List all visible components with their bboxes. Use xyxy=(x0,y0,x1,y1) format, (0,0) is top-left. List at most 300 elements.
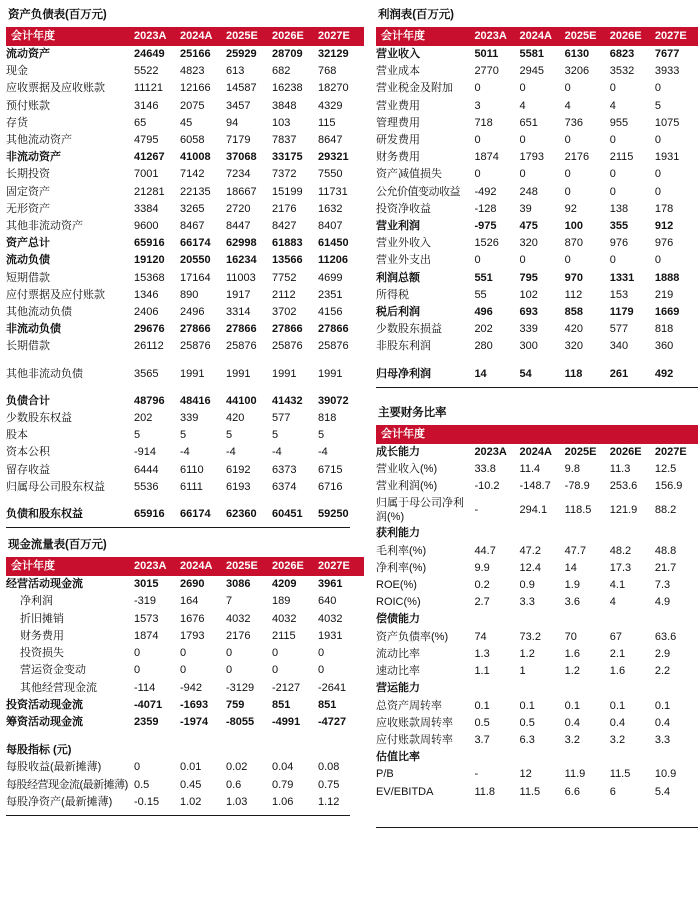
key-ratios-row-value-4: 2027E xyxy=(654,445,687,458)
income-statement-row-value-4: 1931 xyxy=(654,151,680,164)
per-share-row-value-4: 1.12 xyxy=(318,795,340,808)
key-ratios-row-value-3: 17.3 xyxy=(609,561,632,574)
key-ratios-row-value-3: 121.9 xyxy=(609,504,638,517)
cash-flow-header-row xyxy=(6,557,364,576)
balance-sheet-row-value-3: 60451 xyxy=(272,508,303,521)
income-statement-header-year-4: 2027E xyxy=(655,27,698,46)
key-ratios-row-value-2: 47.7 xyxy=(564,544,587,557)
cash-flow-row-value-1: -1974 xyxy=(180,715,209,728)
key-ratios-row xyxy=(376,444,698,461)
key-ratios-row-value-4 xyxy=(655,680,698,697)
key-ratios-row-value-2: 9.8 xyxy=(564,463,580,476)
key-ratios-row-value-0 xyxy=(474,525,519,542)
per-share-section-label: 每股指标 (元) xyxy=(6,744,72,757)
cash-flow-row-label: 折旧摊销 xyxy=(20,612,64,625)
key-ratios-row-value-3: 4.1 xyxy=(609,579,626,592)
per-share-row-value-3: 0.04 xyxy=(272,761,294,774)
key-ratios-row-value-0 xyxy=(474,611,519,628)
balance-sheet-row-value-2: 3457 xyxy=(226,99,251,112)
key-ratios-row-value-1: 11.5 xyxy=(519,785,541,798)
balance-sheet-row xyxy=(6,149,364,166)
income-statement-row xyxy=(376,149,698,166)
key-ratios-row-value-3: 253.6 xyxy=(609,480,638,493)
key-ratios-row-value-0: 1.1 xyxy=(474,665,490,678)
income-statement-row xyxy=(376,132,698,149)
income-statement-row-value-2: 870 xyxy=(564,237,584,250)
key-ratios-row-value-1 xyxy=(520,525,565,542)
key-ratios-row-value-3: 2.1 xyxy=(609,647,626,660)
key-ratios-row-label: 获利能力 xyxy=(376,527,420,540)
key-ratios-row-value-3: 0.4 xyxy=(609,716,626,729)
balance-sheet-row-value-1: 6058 xyxy=(180,134,205,147)
balance-sheet-row-value-3: 6374 xyxy=(272,480,297,493)
income-statement-row-value-1: 693 xyxy=(519,306,538,319)
cash-flow-row-value-4: 4032 xyxy=(318,612,343,625)
income-statement-row-value-4: 1669 xyxy=(654,306,680,319)
balance-sheet-row-label: 留存收益 xyxy=(6,463,50,476)
cash-flow-row-value-1: 164 xyxy=(180,595,199,608)
balance-sheet-row-value-4: 27866 xyxy=(318,323,349,336)
key-ratios-row-value-2: 3.2 xyxy=(564,733,580,746)
income-statement-row xyxy=(376,321,698,338)
key-ratios-row-label: 净利率(%) xyxy=(376,561,427,574)
key-ratios-row-label: 成长能力 xyxy=(376,445,420,458)
income-statement-row-value-0: 718 xyxy=(474,116,493,129)
income-statement-row-value-0: 280 xyxy=(474,340,493,353)
key-ratios-row-value-1 xyxy=(520,749,565,766)
income-statement-row-value-2: 2176 xyxy=(564,151,590,164)
key-ratios-row-label: 应付账款周转率 xyxy=(376,733,453,746)
key-ratios-row-value-1: -148.7 xyxy=(519,480,551,493)
key-ratios-row-label: 估值比率 xyxy=(376,751,420,764)
key-ratios-row-value-0: 0.1 xyxy=(474,699,490,712)
balance-sheet-row-value-1: 45 xyxy=(180,116,193,129)
cash-flow-row-value-0: 0 xyxy=(134,664,141,677)
key-ratios-row-value-3 xyxy=(610,611,655,628)
key-ratios-table xyxy=(376,425,698,801)
balance-sheet-row-label: 负债和股东权益 xyxy=(6,508,83,521)
key-ratios-row-value-2: 1.9 xyxy=(564,579,580,592)
income-statement-row-value-2: 420 xyxy=(564,323,584,336)
balance-sheet-row-value-1: 25166 xyxy=(180,48,211,60)
balance-sheet-row-value-1: 8467 xyxy=(180,220,205,233)
key-ratios-row-value-4: 0.4 xyxy=(654,716,671,729)
key-ratios-row-value-4 xyxy=(655,525,698,542)
income-statement-row-label: 研发费用 xyxy=(376,134,420,147)
balance-sheet-row-label: 归属母公司股东权益 xyxy=(6,480,105,493)
balance-sheet-row-value-3: 577 xyxy=(272,412,291,425)
balance-sheet-row-value-1: 41008 xyxy=(180,151,211,164)
balance-sheet-row-value-4: 768 xyxy=(318,65,337,78)
cash-flow-row-label: 筹资活动现金流 xyxy=(6,715,83,728)
income-statement-row-value-1: 795 xyxy=(519,271,538,284)
income-statement-row-value-1: 0 xyxy=(519,134,526,147)
balance-sheet-row-label: 资本公积 xyxy=(6,446,50,459)
key-ratios-row xyxy=(376,594,698,611)
cash-flow-row-value-3: 0 xyxy=(272,664,279,677)
balance-sheet-row xyxy=(6,479,364,496)
cash-flow-row-value-1: -942 xyxy=(180,681,203,694)
income-statement-row-value-0: 55 xyxy=(474,288,487,301)
balance-sheet-row-value-0: 3384 xyxy=(134,202,159,215)
balance-sheet-row-value-2: 2720 xyxy=(226,202,251,215)
cash-flow-row-value-0: -4071 xyxy=(134,698,163,711)
balance-sheet-row xyxy=(6,235,364,252)
balance-sheet-row-value-3: 16238 xyxy=(272,82,303,95)
key-ratios-row-value-1: 1.2 xyxy=(519,647,535,660)
per-share-table xyxy=(6,742,364,811)
balance-sheet-row-value-0: 65916 xyxy=(134,508,165,521)
key-ratios-header-row xyxy=(376,425,698,444)
key-ratios-row-value-0: 9.9 xyxy=(474,561,490,574)
cash-flow-row-label: 财务费用 xyxy=(20,629,64,642)
key-ratios-row-value-0: 1.3 xyxy=(474,647,490,660)
income-statement-row-label: 少数股东损益 xyxy=(376,323,442,336)
balance-sheet-row-value-4: 4156 xyxy=(318,306,343,319)
balance-sheet-row-value-1: 890 xyxy=(180,288,199,301)
key-ratios-row-value-3: 1.6 xyxy=(609,665,626,678)
cash-flow-row-value-2: 0 xyxy=(226,664,233,677)
income-statement-row-value-0: 0 xyxy=(474,134,481,147)
balance-sheet-row-value-0: -914 xyxy=(134,446,157,459)
income-statement-spacer-row xyxy=(376,356,698,366)
balance-sheet-row-value-0: 2406 xyxy=(134,306,159,319)
balance-sheet-row-value-3: 61883 xyxy=(272,237,303,250)
income-statement-row-value-0: 1526 xyxy=(474,237,499,250)
key-ratios-row xyxy=(376,577,698,594)
cash-flow-row-value-3: -2127 xyxy=(272,681,301,694)
balance-sheet-header-year-0: 2023A xyxy=(134,27,180,46)
balance-sheet-row-label: 应收票据及应收账款 xyxy=(6,82,105,95)
balance-sheet-row-value-2: 94 xyxy=(226,116,239,129)
per-share-row-value-0: 0 xyxy=(134,761,141,774)
key-ratios-row-value-2: -78.9 xyxy=(564,480,590,493)
balance-sheet-row-value-1: 3265 xyxy=(180,202,205,215)
cash-flow-row-value-2: 2176 xyxy=(226,629,251,642)
key-ratios-row-value-2 xyxy=(565,525,610,542)
balance-sheet-row-value-3: 27866 xyxy=(272,323,303,336)
income-statement-row-value-2: 736 xyxy=(564,116,584,129)
balance-sheet-row-value-4: 18270 xyxy=(318,82,349,95)
balance-sheet-row-value-4: 32129 xyxy=(318,48,349,60)
income-statement-header-label: 会计年度 xyxy=(376,27,474,46)
balance-sheet-row-value-2: -4 xyxy=(226,446,236,459)
balance-sheet-row-label: 无形资产 xyxy=(6,202,50,215)
balance-sheet-row-value-3: 6373 xyxy=(272,463,297,476)
cash-flow-row-value-1: 0 xyxy=(180,664,187,677)
income-statement-row-value-3: 0 xyxy=(609,168,616,181)
balance-sheet-row xyxy=(6,444,364,461)
balance-sheet-row-value-0: 3565 xyxy=(134,367,159,380)
income-statement-row-value-1: 0 xyxy=(519,168,526,181)
balance-sheet-row-value-0: 6444 xyxy=(134,463,159,476)
income-statement-row-value-3: 261 xyxy=(609,367,629,380)
cash-flow-row xyxy=(6,576,364,593)
income-statement-row-value-1: 102 xyxy=(519,288,538,301)
income-statement-row-value-2: 858 xyxy=(564,306,584,319)
income-statement-row-value-2: 320 xyxy=(564,340,584,353)
income-statement-row-value-0: 496 xyxy=(474,306,493,319)
income-statement-header-year-0: 2023A xyxy=(474,27,519,46)
cash-flow-row xyxy=(6,662,364,679)
income-statement-row-value-0: 2770 xyxy=(474,65,499,78)
income-statement-row-value-2: 0 xyxy=(564,82,571,95)
balance-sheet-row-value-4: 1991 xyxy=(318,367,343,380)
cash-flow-row-value-0: 1573 xyxy=(134,612,159,625)
balance-sheet-row-value-2: 6192 xyxy=(226,463,251,476)
key-ratios-row-value-0: 33.8 xyxy=(474,463,496,476)
balance-sheet-row-value-2: 6193 xyxy=(226,480,251,493)
cash-flow-row-value-4: 640 xyxy=(318,595,337,608)
right-column xyxy=(358,0,700,909)
key-ratios-row-value-1: 2024A xyxy=(519,445,552,458)
key-ratios-body xyxy=(376,425,698,801)
per-share-row-value-3: 1.06 xyxy=(272,795,294,808)
income-statement-row-value-4: 0 xyxy=(654,185,661,198)
income-statement-row xyxy=(376,366,698,383)
cash-flow-row-value-1: 1676 xyxy=(180,612,205,625)
income-statement-row-value-0: -975 xyxy=(474,220,497,233)
income-statement-row-value-2: 100 xyxy=(564,220,584,233)
income-statement-row xyxy=(376,166,698,183)
income-statement-row-label: 营业成本 xyxy=(376,65,420,78)
balance-sheet-row-value-0: 5522 xyxy=(134,65,159,78)
key-ratios-row-value-1: 0.1 xyxy=(519,699,535,712)
cash-flow-row-value-2: -3129 xyxy=(226,681,255,694)
key-ratios-row-label: 流动比率 xyxy=(376,647,420,660)
key-ratios-row-value-3: 6 xyxy=(609,785,616,798)
balance-sheet-header-year-4: 2027E xyxy=(318,27,364,46)
balance-sheet-row xyxy=(6,393,364,410)
balance-sheet-row-value-3: 13566 xyxy=(272,254,303,267)
balance-sheet-row-value-1: 66174 xyxy=(180,508,211,521)
key-ratios-row-label: 总资产周转率 xyxy=(376,699,442,712)
key-ratios-row-value-4: 88.2 xyxy=(654,504,677,517)
key-ratios-row-value-2: 1.2 xyxy=(564,665,580,678)
income-statement-row-value-0: 202 xyxy=(474,323,493,336)
income-statement-row xyxy=(376,63,698,80)
key-ratios-row-value-0: 2023A xyxy=(474,445,507,458)
income-statement-row-value-2: 0 xyxy=(564,134,571,147)
balance-sheet-row-value-3: 103 xyxy=(272,116,291,129)
balance-sheet-row-value-2: 7179 xyxy=(226,134,251,147)
income-statement-row xyxy=(376,184,698,201)
income-statement-row-label: 所得税 xyxy=(376,288,409,301)
income-statement-row-value-3: 1331 xyxy=(609,271,635,284)
balance-sheet-row-label: 其他非流动资产 xyxy=(6,220,83,233)
balance-sheet-row-label: 流动负债 xyxy=(6,254,50,267)
income-statement-row-value-1: 4 xyxy=(519,99,526,112)
cash-flow-row-value-2: 0 xyxy=(226,647,233,660)
balance-sheet-row-label: 非流动资产 xyxy=(6,151,61,164)
cash-flow-row-value-4: -4727 xyxy=(318,715,347,728)
income-statement-row-value-3: 138 xyxy=(609,202,629,215)
key-ratios-row-label: 资产负债率(%) xyxy=(376,630,449,643)
balance-sheet-spacer-cell xyxy=(6,383,364,393)
balance-sheet-row-value-2: 25929 xyxy=(226,48,257,60)
key-ratios-row xyxy=(376,461,698,478)
key-ratios-row-value-2: 0.1 xyxy=(564,699,580,712)
key-ratios-row-value-2: 3.6 xyxy=(564,596,580,609)
key-ratios-row-value-4: 5.4 xyxy=(654,785,671,798)
income-statement-row-value-4: 1888 xyxy=(654,271,680,284)
balance-sheet-row-value-4: 4699 xyxy=(318,271,343,284)
balance-sheet-row-value-3: 7837 xyxy=(272,134,297,147)
balance-sheet-row-value-3: 3848 xyxy=(272,99,297,112)
key-ratios-row-value-0 xyxy=(474,680,519,697)
balance-sheet-row xyxy=(6,115,364,132)
income-statement-row-value-4: 818 xyxy=(654,323,674,336)
balance-sheet-row-label: 长期投资 xyxy=(6,168,50,181)
income-statement-row xyxy=(376,46,698,63)
balance-sheet-row-label: 非流动负债 xyxy=(6,323,61,336)
key-ratios-row-label: 毛利率(%) xyxy=(376,544,427,557)
income-statement-row xyxy=(376,338,698,355)
income-statement-row-value-4: 0 xyxy=(654,82,661,95)
key-ratios-row-value-2: 6.6 xyxy=(564,785,580,798)
per-share-row xyxy=(6,759,364,776)
income-statement-row xyxy=(376,201,698,218)
balance-sheet-row-label: 应付票据及应付账款 xyxy=(6,288,105,301)
income-statement-row-value-2: 970 xyxy=(564,271,584,284)
balance-sheet-row-value-0: 15368 xyxy=(134,271,165,284)
balance-sheet-row-value-2: 8447 xyxy=(226,220,251,233)
income-statement-spacer-cell xyxy=(376,356,698,366)
balance-sheet-row-value-3: 8427 xyxy=(272,220,297,233)
balance-sheet-row-value-4: 11206 xyxy=(318,254,348,267)
balance-sheet-bottom-rule xyxy=(6,527,350,528)
income-statement-row-value-2: 0 xyxy=(564,168,571,181)
balance-sheet-row-value-1: 22135 xyxy=(180,185,211,198)
cash-flow-row xyxy=(6,611,364,628)
balance-sheet-row-value-2: 27866 xyxy=(226,323,257,336)
key-ratios-row xyxy=(376,732,698,749)
key-ratios-row-value-3: 11.3 xyxy=(609,463,631,476)
key-ratios-header-blank-3 xyxy=(610,425,655,444)
income-statement-row-value-4: 0 xyxy=(654,254,661,267)
key-ratios-row-value-4 xyxy=(655,611,698,628)
balance-sheet-header-year-2: 2025E xyxy=(226,27,272,46)
key-ratios-row-value-3 xyxy=(610,680,655,697)
balance-sheet-row-value-1: 339 xyxy=(180,412,199,425)
balance-sheet-row-label: 其他非流动负债 xyxy=(6,367,83,380)
income-statement-row-value-1: 2945 xyxy=(519,65,545,78)
key-ratios-row-label: P/B xyxy=(376,768,394,781)
key-ratios-row-value-2: 118.5 xyxy=(564,504,592,517)
balance-sheet-row-value-0: 65916 xyxy=(134,237,165,250)
cash-flow-row-label: 净利润 xyxy=(20,595,53,608)
cash-flow-row-value-3: 189 xyxy=(272,595,291,608)
balance-sheet-row-label: 少数股东权益 xyxy=(6,412,72,425)
key-ratios-row-label: 归属于母公司净利润(%) xyxy=(376,497,464,524)
per-share-row-value-1: 0.01 xyxy=(180,761,202,774)
key-ratios-row-value-1: 12.4 xyxy=(519,561,541,574)
income-statement-row-value-0: 1874 xyxy=(474,151,499,164)
income-statement-row-value-3: 0 xyxy=(609,185,616,198)
income-statement-row-value-3: 577 xyxy=(609,323,629,336)
balance-sheet-header-year-1: 2024A xyxy=(180,27,226,46)
balance-sheet-row-value-1: 6110 xyxy=(180,463,204,476)
cash-flow-row-value-0: -319 xyxy=(134,595,157,608)
balance-sheet-row-value-4: 7550 xyxy=(318,168,343,181)
key-ratios-row-value-4: 4.9 xyxy=(654,596,671,609)
balance-sheet-spacer-row xyxy=(6,496,364,506)
income-statement-row-value-1: 320 xyxy=(519,237,538,250)
income-statement-row-value-0: -128 xyxy=(474,202,497,215)
balance-sheet-row-value-0: 21281 xyxy=(134,185,165,198)
key-ratios-row-value-3: 3.2 xyxy=(609,733,626,746)
income-statement-bottom-rule xyxy=(376,387,698,388)
income-statement-row-value-1: 39 xyxy=(519,202,532,215)
cash-flow-row xyxy=(6,593,364,610)
balance-sheet-row-value-4: -4 xyxy=(318,446,328,459)
balance-sheet-row-value-4: 6715 xyxy=(318,463,343,476)
income-statement-row-label: 投资净收益 xyxy=(376,202,431,215)
key-ratios-row-label: EV/EBITDA xyxy=(376,785,434,798)
balance-sheet-row-value-1: 2496 xyxy=(180,306,205,319)
income-statement-row-value-1: 651 xyxy=(519,116,538,129)
cash-flow-row-value-1: -1693 xyxy=(180,698,209,711)
key-ratios-row-value-2: 11.9 xyxy=(564,768,586,781)
balance-sheet-row-value-2: 16234 xyxy=(226,254,257,267)
balance-sheet-row-value-3: 41432 xyxy=(272,394,303,407)
income-statement-row-label: 营业利润 xyxy=(376,220,420,233)
key-ratios-title: 主要财务比率 xyxy=(378,406,447,419)
key-ratios-row-value-2 xyxy=(565,611,610,628)
key-ratios-row-value-4: 21.7 xyxy=(654,561,677,574)
key-ratios-row-label: ROIC(%) xyxy=(376,596,421,609)
cash-flow-header-year-4: 2027E xyxy=(318,557,364,576)
key-ratios-row-value-3: 0.1 xyxy=(609,699,626,712)
income-statement-row-value-4: 976 xyxy=(654,237,674,250)
key-ratios-row-value-1: 0.5 xyxy=(519,716,535,729)
cash-flow-row-value-3: 4032 xyxy=(272,612,297,625)
balance-sheet-row xyxy=(6,366,364,383)
per-share-row-value-2: 0.02 xyxy=(226,761,248,774)
income-statement-header-year-1: 2024A xyxy=(520,27,565,46)
balance-sheet-row-value-1: 20550 xyxy=(180,254,211,267)
key-ratios-row-value-3: 2026E xyxy=(609,445,642,458)
balance-sheet-row-value-3: -4 xyxy=(272,446,282,459)
income-statement-row-value-0: 14 xyxy=(474,367,487,380)
income-statement-row-label: 营业外收入 xyxy=(376,237,431,250)
key-ratios-row-value-4: 2.2 xyxy=(654,665,671,678)
balance-sheet-row-value-4: 25876 xyxy=(318,340,349,353)
income-statement-row-value-4: 492 xyxy=(654,367,674,380)
income-statement-row-value-3: 355 xyxy=(609,220,629,233)
balance-sheet-body xyxy=(6,27,364,523)
cash-flow-row xyxy=(6,645,364,662)
income-statement-row xyxy=(376,252,698,269)
key-ratios-header-blank-1 xyxy=(520,425,565,444)
key-ratios-row-value-1: 6.3 xyxy=(519,733,535,746)
income-statement-row-value-3: 955 xyxy=(609,116,629,129)
cash-flow-row xyxy=(6,697,364,714)
key-ratios-row-value-1: 11.4 xyxy=(519,463,541,476)
balance-sheet-row-label: 现金 xyxy=(6,65,28,78)
key-ratios-row-value-3: 48.2 xyxy=(609,544,632,557)
balance-sheet-row xyxy=(6,304,364,321)
key-ratios-row-value-1: 12 xyxy=(519,768,532,781)
balance-sheet-row-value-1: 7142 xyxy=(180,168,205,181)
income-statement-row-value-3: 6823 xyxy=(609,48,635,60)
income-statement-row-value-2: 112 xyxy=(564,288,583,301)
income-statement-row-value-3: 1179 xyxy=(609,306,634,319)
income-statement-row-value-0: 0 xyxy=(474,254,481,267)
key-ratios-row xyxy=(376,646,698,663)
per-share-bottom-rule xyxy=(6,815,350,816)
income-statement-row-value-3: 0 xyxy=(609,254,616,267)
